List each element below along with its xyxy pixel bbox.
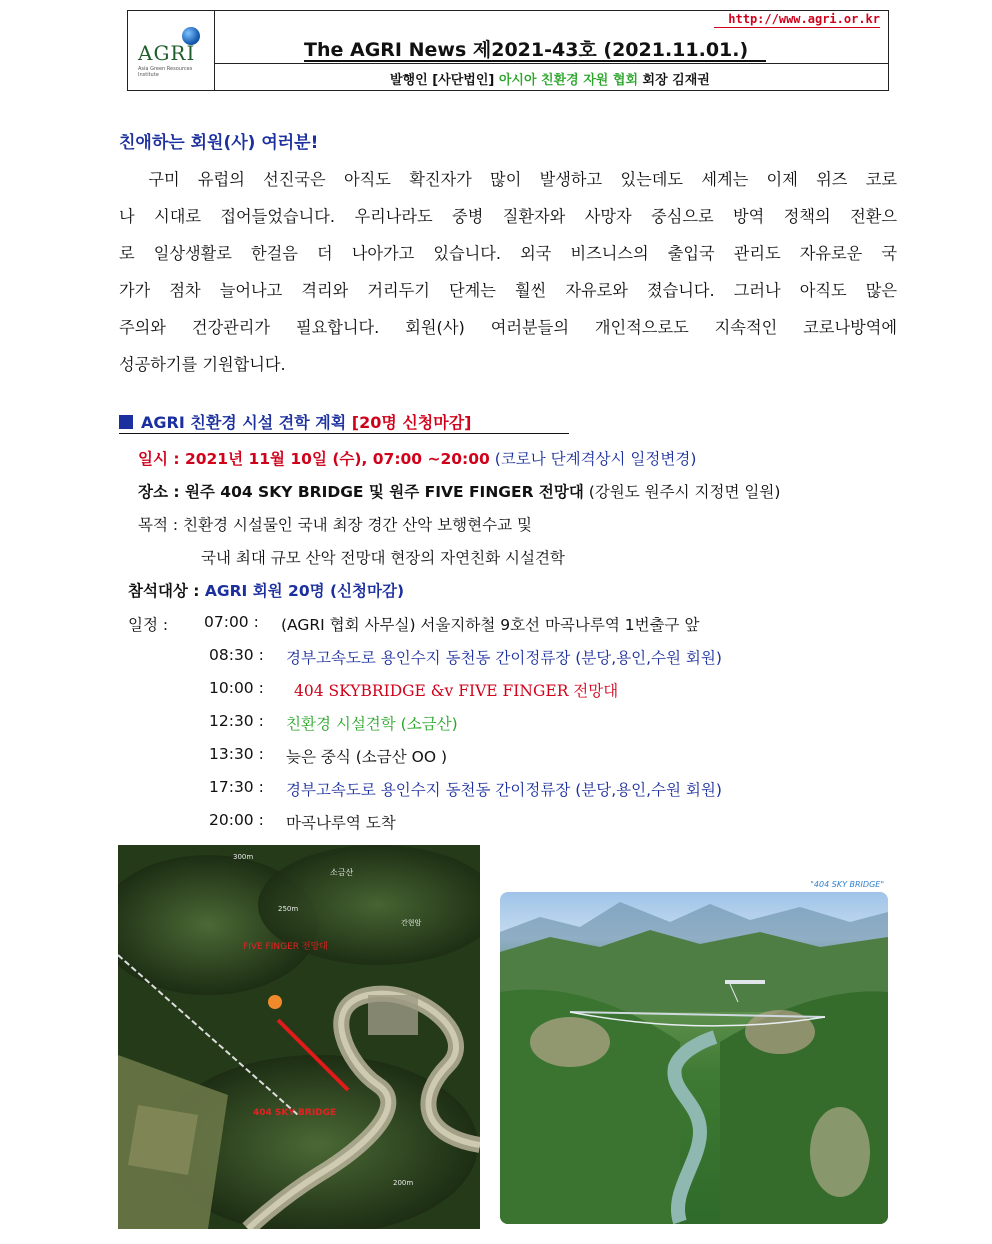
publisher-org: 아시아 친환경 자원 협회 bbox=[498, 73, 639, 88]
schedule-time: 17:30 : bbox=[209, 778, 264, 796]
section-title: AGRI 친환경 시설 견학 계획 bbox=[141, 413, 352, 432]
place-note: (강원도 원주시 지정면 일원) bbox=[583, 483, 781, 501]
agri-logo: AGRI bbox=[138, 41, 196, 65]
place-row bbox=[138, 480, 780, 502]
date-note: (코로나 단계격상시 일정변경) bbox=[489, 450, 697, 468]
newsletter-header bbox=[127, 10, 889, 91]
paragraph-line: 구미 유럽의 선진국은 아직도 확진자가 많이 발생하고 있는데도 세계는 이제 위즈 코로 bbox=[119, 170, 897, 189]
attendee-row bbox=[128, 579, 404, 601]
elevation-label: 250m bbox=[278, 905, 299, 913]
paragraph-line: 성공하기를 기원합니다. bbox=[119, 355, 286, 374]
greeting-heading: 친애하는 회원(사) 여러분! bbox=[119, 133, 319, 153]
purpose-label: 목적 : bbox=[138, 516, 184, 534]
schedule-text: 404 SKYBRIDGE &v FIVE FINGER 전망대 bbox=[294, 682, 619, 700]
url-underline bbox=[714, 27, 880, 28]
schedule-text: 친환경 시설견학 (소금산) bbox=[286, 715, 458, 733]
paragraph-line: 로 일상생활로 한걸음 더 나아가고 있습니다. 외국 비즈니스의 출입국 관리도 자유로운 국 bbox=[119, 244, 897, 263]
purpose-line1: 친환경 시설물인 국내 최장 경간 산악 보행현수교 및 bbox=[183, 516, 532, 534]
purpose-row bbox=[138, 513, 532, 535]
date-label: 일시 : bbox=[138, 450, 185, 468]
square-bullet-icon bbox=[119, 415, 133, 429]
section-heading bbox=[119, 410, 472, 433]
section-underline bbox=[119, 433, 569, 434]
elevation-label: 200m bbox=[393, 1179, 414, 1187]
attendee-label: 참석대상 : bbox=[128, 582, 205, 600]
satellite-map-image bbox=[118, 845, 480, 1229]
schedule-text: 경부고속도로 용인수지 동천동 간이정류장 (분당,용인,수원 회원) bbox=[286, 781, 722, 799]
schedule-text: 경부고속도로 용인수지 동천동 간이정류장 (분당,용인,수원 회원) bbox=[286, 649, 722, 667]
photo-caption: "404 SKY BRIDGE" bbox=[810, 880, 884, 889]
paragraph-line: 나 시대로 접어들었습니다. 우리나라도 중병 질환자와 사망자 중심으로 방역 정책의 전환으 bbox=[119, 207, 898, 226]
paragraph-line: 가가 점차 늘어나고 격리와 거리두기 단계는 훨씬 자유로와 졌습니다. 그러나 아직도 많은 bbox=[119, 281, 897, 300]
sky-bridge-label: 404 SKY BRIDGE bbox=[253, 1108, 337, 1118]
satellite-map-graphic bbox=[118, 845, 480, 1229]
news-title: The AGRI News 제2021-43호 (2021.11.01.) bbox=[304, 39, 749, 61]
schedule-time: 07:00 : bbox=[204, 613, 259, 631]
title-underline bbox=[304, 60, 766, 62]
date-value: 2021년 11월 10일 (수), 07:00 ~20:00 bbox=[184, 450, 490, 468]
schedule-time: 08:30 : bbox=[209, 646, 264, 664]
paragraph-line: 주의와 건강관리가 필요합니다. 회원(사) 여러분들의 개인적으로도 지속적인 코로나방역에 bbox=[119, 318, 897, 337]
place-label: 장소 : bbox=[138, 483, 185, 501]
publisher-line bbox=[390, 69, 710, 88]
publisher-prefix: 발행인 [사단법인] bbox=[390, 73, 499, 88]
header-divider bbox=[215, 63, 888, 64]
schedule-text: (AGRI 협회 사무실) 서울지하철 9호선 마곡나루역 1번출구 앞 bbox=[281, 616, 700, 634]
schedule-time: 20:00 : bbox=[209, 811, 264, 829]
sogeumsan-label: 소금산 bbox=[330, 868, 354, 877]
schedule-text: 늦은 중식 (소금산 OO ) bbox=[286, 748, 448, 766]
aerial-photo-graphic bbox=[500, 892, 888, 1224]
schedule-label: 일정 : bbox=[128, 616, 169, 634]
intro-paragraph bbox=[119, 161, 897, 383]
website-link[interactable]: http://www.agri.or.kr bbox=[728, 12, 880, 26]
schedule-time: 12:30 : bbox=[209, 712, 264, 730]
publisher-suffix: 회장 김재권 bbox=[638, 73, 710, 88]
schedule-time: 13:30 : bbox=[209, 745, 264, 763]
date-row bbox=[138, 447, 696, 469]
attendee-value: AGRI 회원 20명 (신청마감) bbox=[204, 582, 405, 600]
five-finger-label: FIVE FINGER 전망대 bbox=[243, 942, 328, 952]
elevation-label: 300m bbox=[233, 853, 254, 861]
logo-area bbox=[128, 11, 215, 90]
schedule-text: 마곡나루역 도착 bbox=[286, 814, 396, 832]
aerial-photo bbox=[500, 892, 888, 1224]
section-badge: [20명 신청마감] bbox=[351, 413, 472, 432]
ganhyeonam-label: 간현암 bbox=[401, 919, 422, 927]
logo-subtitle: Asia Green Resources Institute bbox=[138, 66, 193, 78]
place-value: 원주 404 SKY BRIDGE 및 원주 FIVE FINGER 전망대 bbox=[184, 483, 584, 501]
purpose-line2: 국내 최대 규모 산악 전망대 현장의 자연친화 시설견학 bbox=[201, 549, 565, 567]
sky-bridge-photo bbox=[500, 880, 890, 1224]
schedule-time: 10:00 : bbox=[209, 679, 264, 697]
